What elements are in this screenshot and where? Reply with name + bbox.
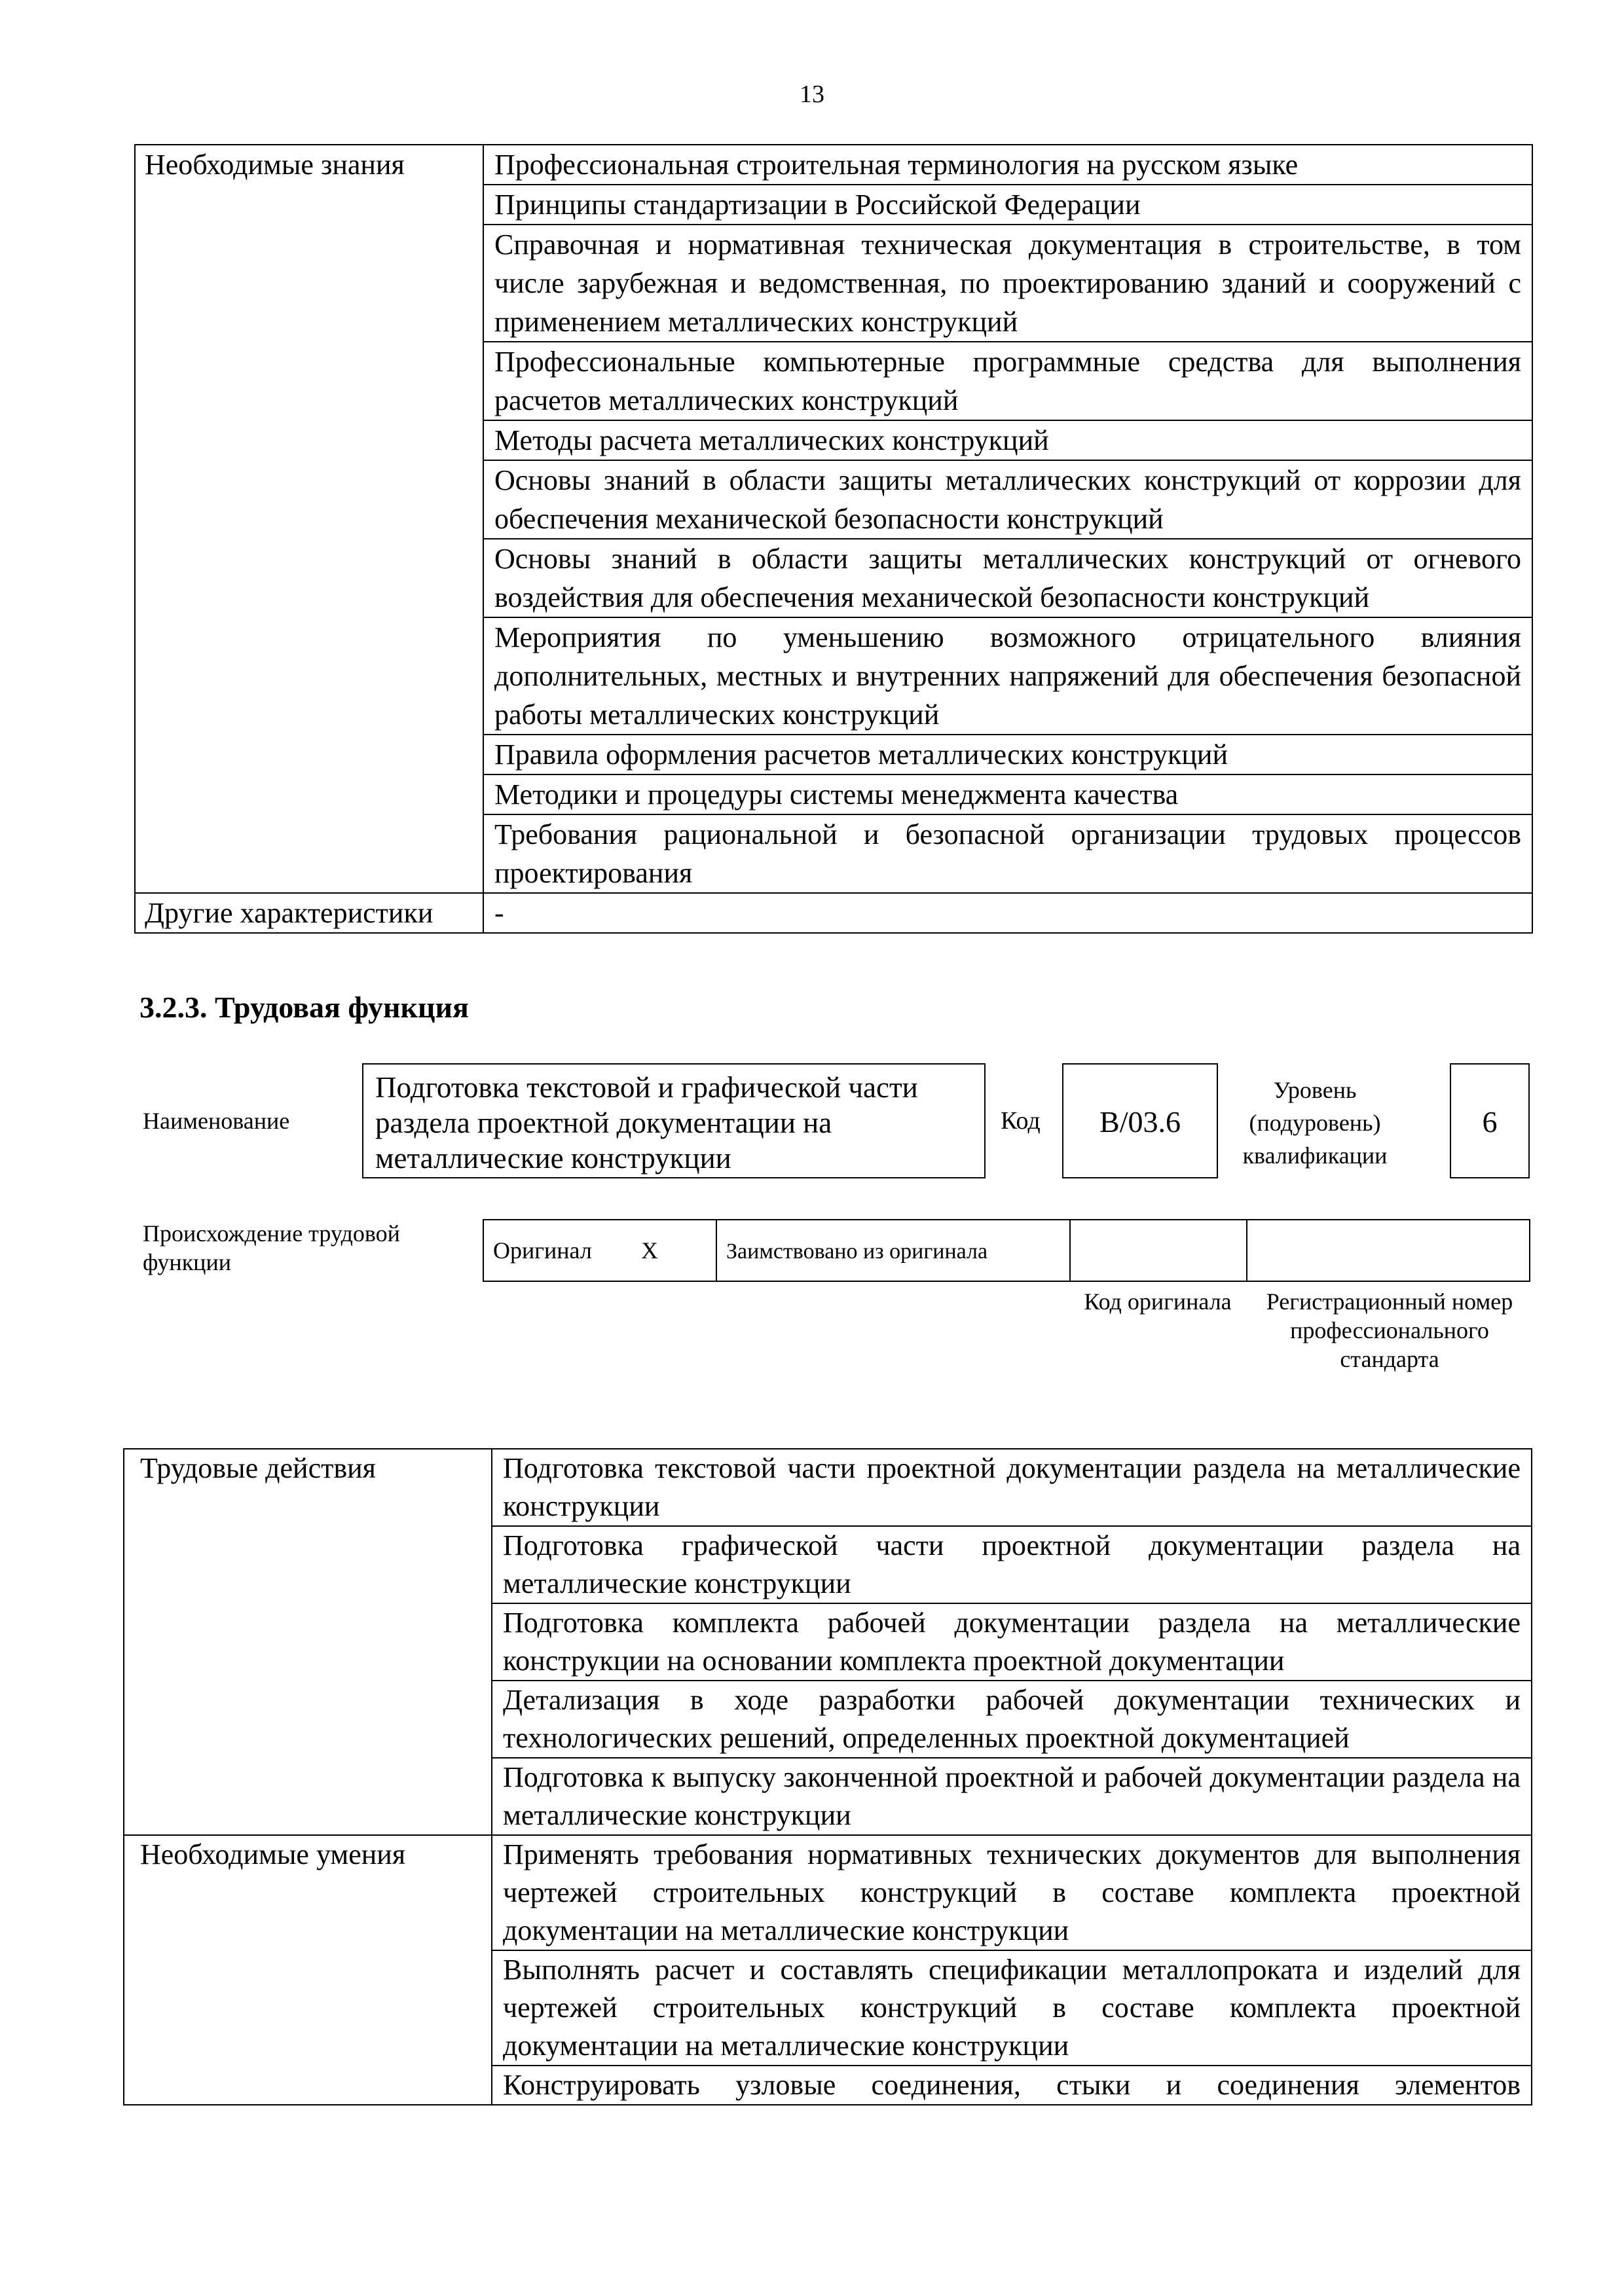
original-label: Оригинал [483, 1220, 632, 1281]
table-cell: Конструировать узловые соединения, стыки и соединения элементов [492, 2066, 1532, 2105]
table-cell: - [483, 893, 1532, 933]
table-cell: Основы знаний в области защиты металлических конструкций от коррозии для обеспечения механической безопасности конструкций [483, 460, 1532, 539]
origin-label: Происхождение трудовой функции [143, 1220, 400, 1275]
borrowed-label: Заимствовано из оригинала [716, 1220, 1070, 1281]
function-name-box: Подготовка текстовой и графической части раздела проектной документации на металлические конструкции [362, 1063, 986, 1178]
table-row [135, 145, 1532, 185]
knowledge-table [134, 144, 1533, 934]
table-cell: Выполнять расчет и составлять спецификации металлопроката и изделий для чертежей строительных конструкций в составе комплекта проектной документации на металлические конструкции [492, 1950, 1532, 2066]
actions-table [123, 1448, 1532, 2105]
original-mark: X [632, 1220, 716, 1281]
table-cell: Подготовка текстовой части проектной документации раздела на металлические конструкции [492, 1449, 1532, 1526]
code-value-box: B/03.6 [1062, 1063, 1218, 1178]
section-title: 3.2.3. Трудовая функция [139, 991, 469, 1024]
row-label-knowledge: Необходимые знания [135, 145, 483, 893]
row-label-other: Другие характеристики [135, 893, 483, 933]
original-code-cell [1070, 1220, 1247, 1281]
table-row [483, 1220, 1530, 1281]
table-cell: Детализация в ходе разработки рабочей документации технических и технологических решений, определенных проектной документацией [492, 1681, 1532, 1758]
reg-number-caption: Регистрационный номер профессионального стандарта [1266, 1288, 1513, 1372]
original-code-caption: Код оригинала [1084, 1288, 1232, 1315]
table-cell: Профессиональные компьютерные программные средства для выполнения расчетов металлических конструкций [483, 342, 1532, 420]
table-cell: Применять требования нормативных технических документов для выполнения чертежей строительных конструкций в составе комплекта проектной документации на металлические конструкции [492, 1835, 1532, 1950]
origin-table [483, 1219, 1530, 1282]
table-cell: Методы расчета металлических конструкций [483, 420, 1532, 460]
reg-number-cell [1247, 1220, 1530, 1281]
table-row [124, 1449, 1532, 1526]
table-cell: Требования рациональной и безопасной организации трудовых процессов проектирования [483, 814, 1532, 893]
table-cell: Справочная и нормативная техническая документация в строительстве, в том числе зарубежная и ведомственная, по проектированию зданий и сооружений с применением металлических конструкций [483, 225, 1532, 342]
row-label-skills: Необходимые умения [124, 1835, 492, 2105]
row-label-actions: Трудовые действия [124, 1449, 492, 1835]
table-cell: Подготовка к выпуску законченной проектной и рабочей документации раздела на металлические конструкции [492, 1758, 1532, 1835]
level-value-box: 6 [1450, 1063, 1530, 1178]
table-row [135, 893, 1532, 933]
code-label: Код [1001, 1107, 1041, 1135]
table-cell: Методики и процедуры системы менеджмента качества [483, 774, 1532, 814]
name-label: Наименование [143, 1108, 290, 1134]
level-label: Уровень (подуровень) квалификации [1242, 1077, 1388, 1169]
table-cell: Профессиональная строительная терминология на русском языке [483, 145, 1532, 185]
page-number: 13 [800, 81, 824, 108]
table-cell: Подготовка графической части проектной документации раздела на металлические конструкции [492, 1526, 1532, 1603]
table-cell: Основы знаний в области защиты металлических конструкций от огневого воздействия для обеспечения механической безопасности конструкций [483, 539, 1532, 617]
table-row [124, 1835, 1532, 1950]
table-cell: Принципы стандартизации в Российской Федерации [483, 185, 1532, 225]
table-cell: Мероприятия по уменьшению возможного отрицательного влияния дополнительных, местных и внутренних напряжений для обеспечения безопасной работы металлических конструкций [483, 617, 1532, 735]
table-cell: Правила оформления расчетов металлических конструкций [483, 735, 1532, 774]
table-cell: Подготовка комплекта рабочей документации раздела на металлические конструкции на основании комплекта проектной документации [492, 1603, 1532, 1681]
